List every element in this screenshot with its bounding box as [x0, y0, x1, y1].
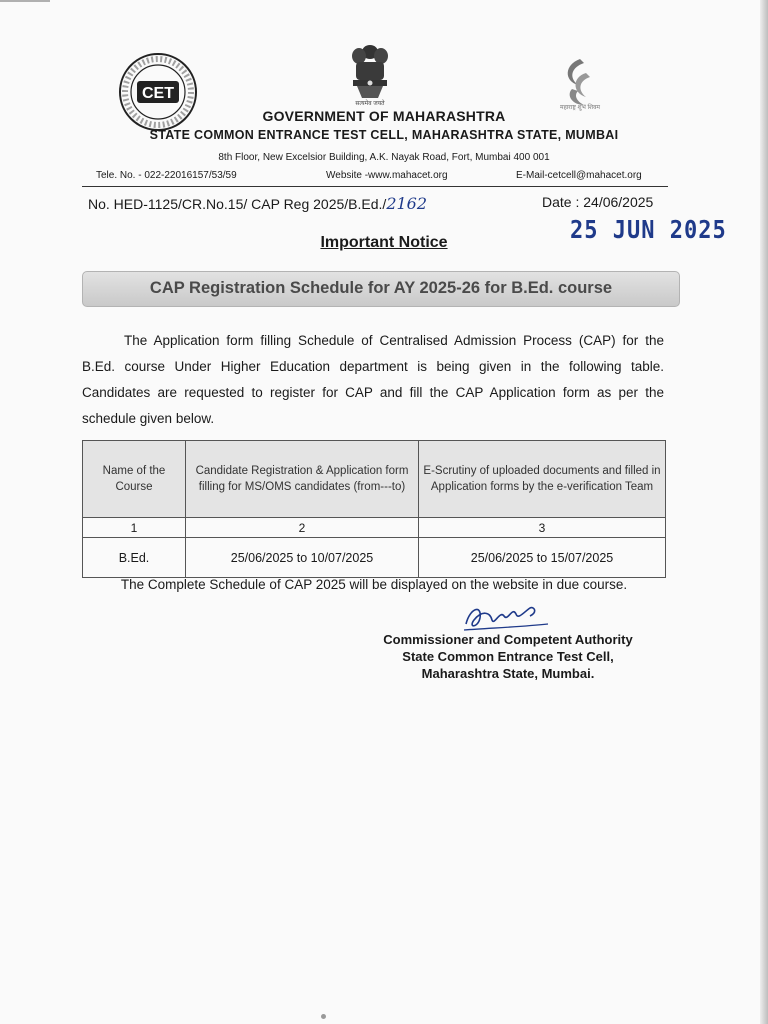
notice-title: Important Notice [320, 234, 448, 251]
signatory-location: Maharashtra State, Mumbai. [421, 666, 595, 681]
table-cell: 25/06/2025 to 15/07/2025 [419, 538, 666, 578]
footer-note: The Complete Schedule of CAP 2025 will be displayed on the website in due course. [120, 577, 628, 592]
schedule-banner [82, 271, 680, 307]
website: Website -www.mahacet.org [326, 170, 448, 181]
paragraph-text: The Application form filling Schedule of Centralised Admission Process (CAP) for the B.Ed. course Under Higher Education department is being given in the following table. Candidates are requested to register for CAP and fill the CAP Application form as per the schedule given below. [82, 333, 664, 426]
table-cell: 25/06/2025 to 10/07/2025 [186, 538, 419, 578]
signatory-designation: Commissioner and Competent Authority [383, 632, 633, 647]
table-cell: 2 [186, 518, 419, 538]
emblem-caption: सत्यमेव जयते [355, 101, 385, 107]
notice-paragraph [82, 328, 664, 432]
table-header-cell: E-Scrutiny of uploaded documents and filled in Application forms by the e-verification Team [419, 441, 666, 518]
received-date-stamp: 25 JUN 2025 [570, 216, 727, 245]
cet-cell-title: STATE COMMON ENTRANCE TEST CELL, MAHARASHTRA STATE, MUMBAI [149, 128, 619, 142]
signatory-block [370, 631, 646, 682]
banner-text: CAP Registration Schedule for AY 2025-26 for B.Ed. course [149, 279, 613, 297]
table-header-cell: Name of the Course [83, 441, 186, 518]
table-cell: 3 [419, 518, 666, 538]
scan-corner-mark [0, 0, 50, 8]
table-number-row [83, 518, 666, 538]
header-divider [82, 186, 668, 187]
government-title: GOVERNMENT OF MAHARASHTRA [262, 108, 506, 124]
reference-number [88, 194, 427, 213]
email: E-Mail-cetcell@mahacet.org [516, 170, 642, 181]
schedule-table [82, 440, 666, 578]
signatory-office: State Common Entrance Test Cell, [402, 649, 614, 664]
right-logo-caption: महाराष्ट्र शुभं शिवम [559, 105, 601, 111]
telephone: Tele. No. - 022-22016157/53/59 [96, 170, 237, 181]
table-row [83, 538, 666, 578]
table-header-row [83, 441, 666, 518]
contact-row [96, 170, 666, 184]
table-header-cell: Candidate Registration & Application form filling for MS/OMS candidates (from---to) [186, 441, 419, 518]
table-cell: 1 [83, 518, 186, 538]
handwritten-number: 2162 [386, 194, 428, 213]
notice-date: Date : 24/06/2025 [542, 194, 654, 210]
table-cell: B.Ed. [83, 538, 186, 578]
scan-edge-shadow [760, 0, 768, 1024]
national-emblem [345, 42, 395, 106]
office-address: 8th Floor, New Excelsior Building, A.K. Nayak Road, Fort, Mumbai 400 001 [218, 152, 550, 163]
svg-text:CET: CET [142, 85, 174, 102]
reference-prefix: No. HED-1125/CR.No.15/ CAP Reg 2025/B.Ed./ [88, 196, 387, 212]
scan-dot [321, 1014, 326, 1019]
